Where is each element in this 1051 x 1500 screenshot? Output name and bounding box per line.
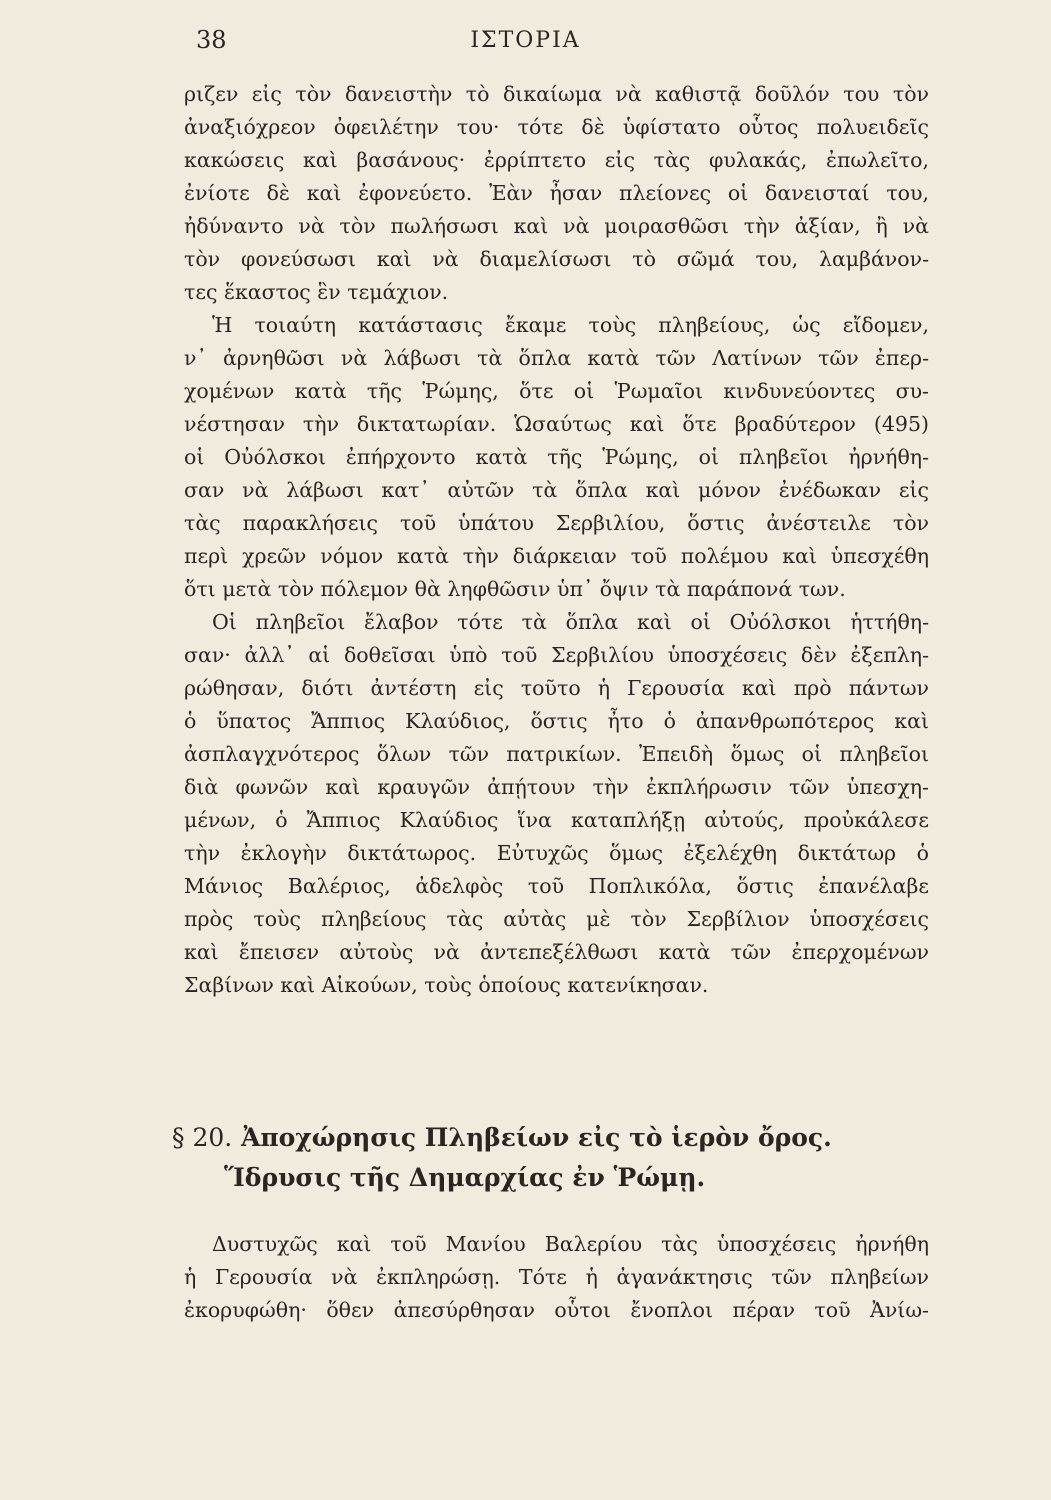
page-header bbox=[0, 22, 1051, 62]
text-line: Οἱ πληβεῖοι ἔλαβον τότε τὰ ὅπλα καὶ οἱ Οὐόλσκοι ἡττήθη- bbox=[212, 610, 929, 634]
text-line: σαν· ἀλλ᾿ αἱ δοθεῖσαι ὑπὸ τοῦ Σερβιλίου ὑποσχέσεις δὲν ἐξεπλη- bbox=[184, 643, 929, 667]
section-text bbox=[184, 1228, 929, 1327]
text-line: ἀναξιόχρεον ὀφειλέτην του· τότε δὲ ὑφίστατο οὗτος πολυειδεῖς bbox=[184, 115, 929, 139]
text-line: Σαβίνων καὶ Αἰκούων, τοὺς ὁποίους κατενίκησαν. bbox=[184, 973, 709, 997]
section-heading bbox=[172, 1118, 932, 1198]
section-number: § 20. bbox=[172, 1123, 233, 1152]
text-line: οἱ Οὐόλσκοι ἐπήρχοντο κατὰ τῆς Ῥώμης, οἱ πληβεῖοι ἠρνήθη- bbox=[184, 445, 929, 469]
text-line: τες ἕκαστος ἓν τεμάχιον. bbox=[184, 280, 449, 304]
text-line: Δυστυχῶς καὶ τοῦ Μανίου Βαλερίου τὰς ὑποσχέσεις ἠρνήθη bbox=[212, 1232, 929, 1256]
text-line: ρώθησαν, διότι ἀντέστη εἰς τοῦτο ἡ Γερουσία καὶ πρὸ πάντων bbox=[184, 676, 929, 700]
text-line: μένων, ὁ Ἄππιος Κλαύδιος ἵνα καταπλήξῃ αὐτούς, προὐκάλεσε bbox=[184, 808, 929, 832]
text-line: περὶ χρεῶν νόμον κατὰ τὴν διάρκειαν τοῦ πολέμου καὶ ὑπεσχέθη bbox=[184, 544, 929, 568]
text-line: χομένων κατὰ τῆς Ῥώμης, ὅτε οἱ Ῥωμαῖοι κινδυνεύοντες συ- bbox=[184, 379, 929, 403]
text-line: ὅτι μετὰ τὸν πόλεμον θὰ ληφθῶσιν ὑπ᾿ ὄψιν τὰ παράπονά των. bbox=[184, 577, 846, 601]
section-title: Ἀποχώρησις Πληβείων εἰς τὸ ἱερὸν ὄρος. bbox=[240, 1123, 832, 1152]
text-line: διὰ φωνῶν καὶ κραυγῶν ἀπῄτουν τὴν ἐκπλήρωσιν τῶν ὑπεσχη- bbox=[184, 775, 929, 799]
text-line: ἠδύναντο νὰ τὸν πωλήσωσι καὶ νὰ μοιρασθῶσι τὴν ἀξίαν, ἢ νὰ bbox=[184, 214, 929, 238]
text-line: τὸν φονεύσωσι καὶ νὰ διαμελίσωσι τὸ σῶμά του, λαμβάνον- bbox=[184, 247, 929, 271]
running-title: ΙΣΤΟΡΙΑ bbox=[470, 28, 581, 53]
text-line: καὶ ἔπεισεν αὐτοὺς νὰ ἀντεπεξέλθωσι κατὰ τῶν ἐπερχομένων bbox=[184, 940, 929, 964]
main-text bbox=[184, 78, 929, 1002]
text-line: ὁ ὕπατος Ἄππιος Κλαύδιος, ὅστις ἦτο ὁ ἀπανθρωπότερος καὶ bbox=[184, 709, 929, 733]
page-number: 38 bbox=[196, 26, 227, 54]
text-line: Ἡ τοιαύτη κατάστασις ἔκαμε τοὺς πληβείους, ὡς εἴδομεν, bbox=[212, 313, 929, 337]
text-line: τὰς παρακλήσεις τοῦ ὑπάτου Σερβιλίου, ὅστις ἀνέστειλε τὸν bbox=[184, 511, 929, 535]
text-line: ν᾿ ἀρνηθῶσι νὰ λάβωσι τὰ ὅπλα κατὰ τῶν Λατίνων τῶν ἐπερ- bbox=[184, 346, 929, 370]
section-subtitle: Ἵδρυσις τῆς Δημαρχίας ἐν Ῥώμῃ. bbox=[224, 1163, 706, 1192]
text-line: νέστησαν τὴν δικτατωρίαν. Ὡσαύτως καὶ ὅτε βραδύτερον (495) bbox=[184, 412, 929, 436]
text-line: κακώσεις καὶ βασάνους· ἐρρίπτετο εἰς τὰς φυλακάς, ἐπωλεῖτο, bbox=[184, 148, 929, 172]
text-line: ἡ Γερουσία νὰ ἐκπληρώσῃ. Τότε ἡ ἀγανάκτησις τῶν πληβείων bbox=[184, 1265, 929, 1289]
text-line: σαν νὰ λάβωσι κατ᾿ αὐτῶν τὰ ὅπλα καὶ μόνον ἐνέδωκαν εἰς bbox=[184, 478, 929, 502]
section-title-line-1 bbox=[172, 1118, 932, 1158]
text-line: πρὸς τοὺς πληβείους τὰς αὐτὰς μὲ τὸν Σερβίλιον ὑποσχέσεις bbox=[184, 907, 929, 931]
text-line: τὴν ἐκλογὴν δικτάτωρος. Εὐτυχῶς ὅμως ἐξελέχθη δικτάτωρ ὁ bbox=[184, 841, 929, 865]
text-line: ἐνίοτε δὲ καὶ ἐφονεύετο. Ἐὰν ἦσαν πλείονες οἱ δανεισταί του, bbox=[184, 181, 929, 205]
text-line: ἐκορυφώθη· ὅθεν ἀπεσύρθησαν οὗτοι ἔνοπλοι πέραν τοῦ Ἀνίω- bbox=[184, 1298, 929, 1322]
text-line: ἀσπλαγχνότερος ὅλων τῶν πατρικίων. Ἐπειδὴ ὅμως οἱ πληβεῖοι bbox=[184, 742, 929, 766]
text-line: ριζεν εἰς τὸν δανειστὴν τὸ δικαίωμα νὰ καθιστᾷ δοῦλόν του τὸν bbox=[184, 82, 929, 106]
text-line: Μάνιος Βαλέριος, ἀδελφὸς τοῦ Ποπλικόλα, ὅστις ἐπανέλαβε bbox=[184, 874, 929, 898]
